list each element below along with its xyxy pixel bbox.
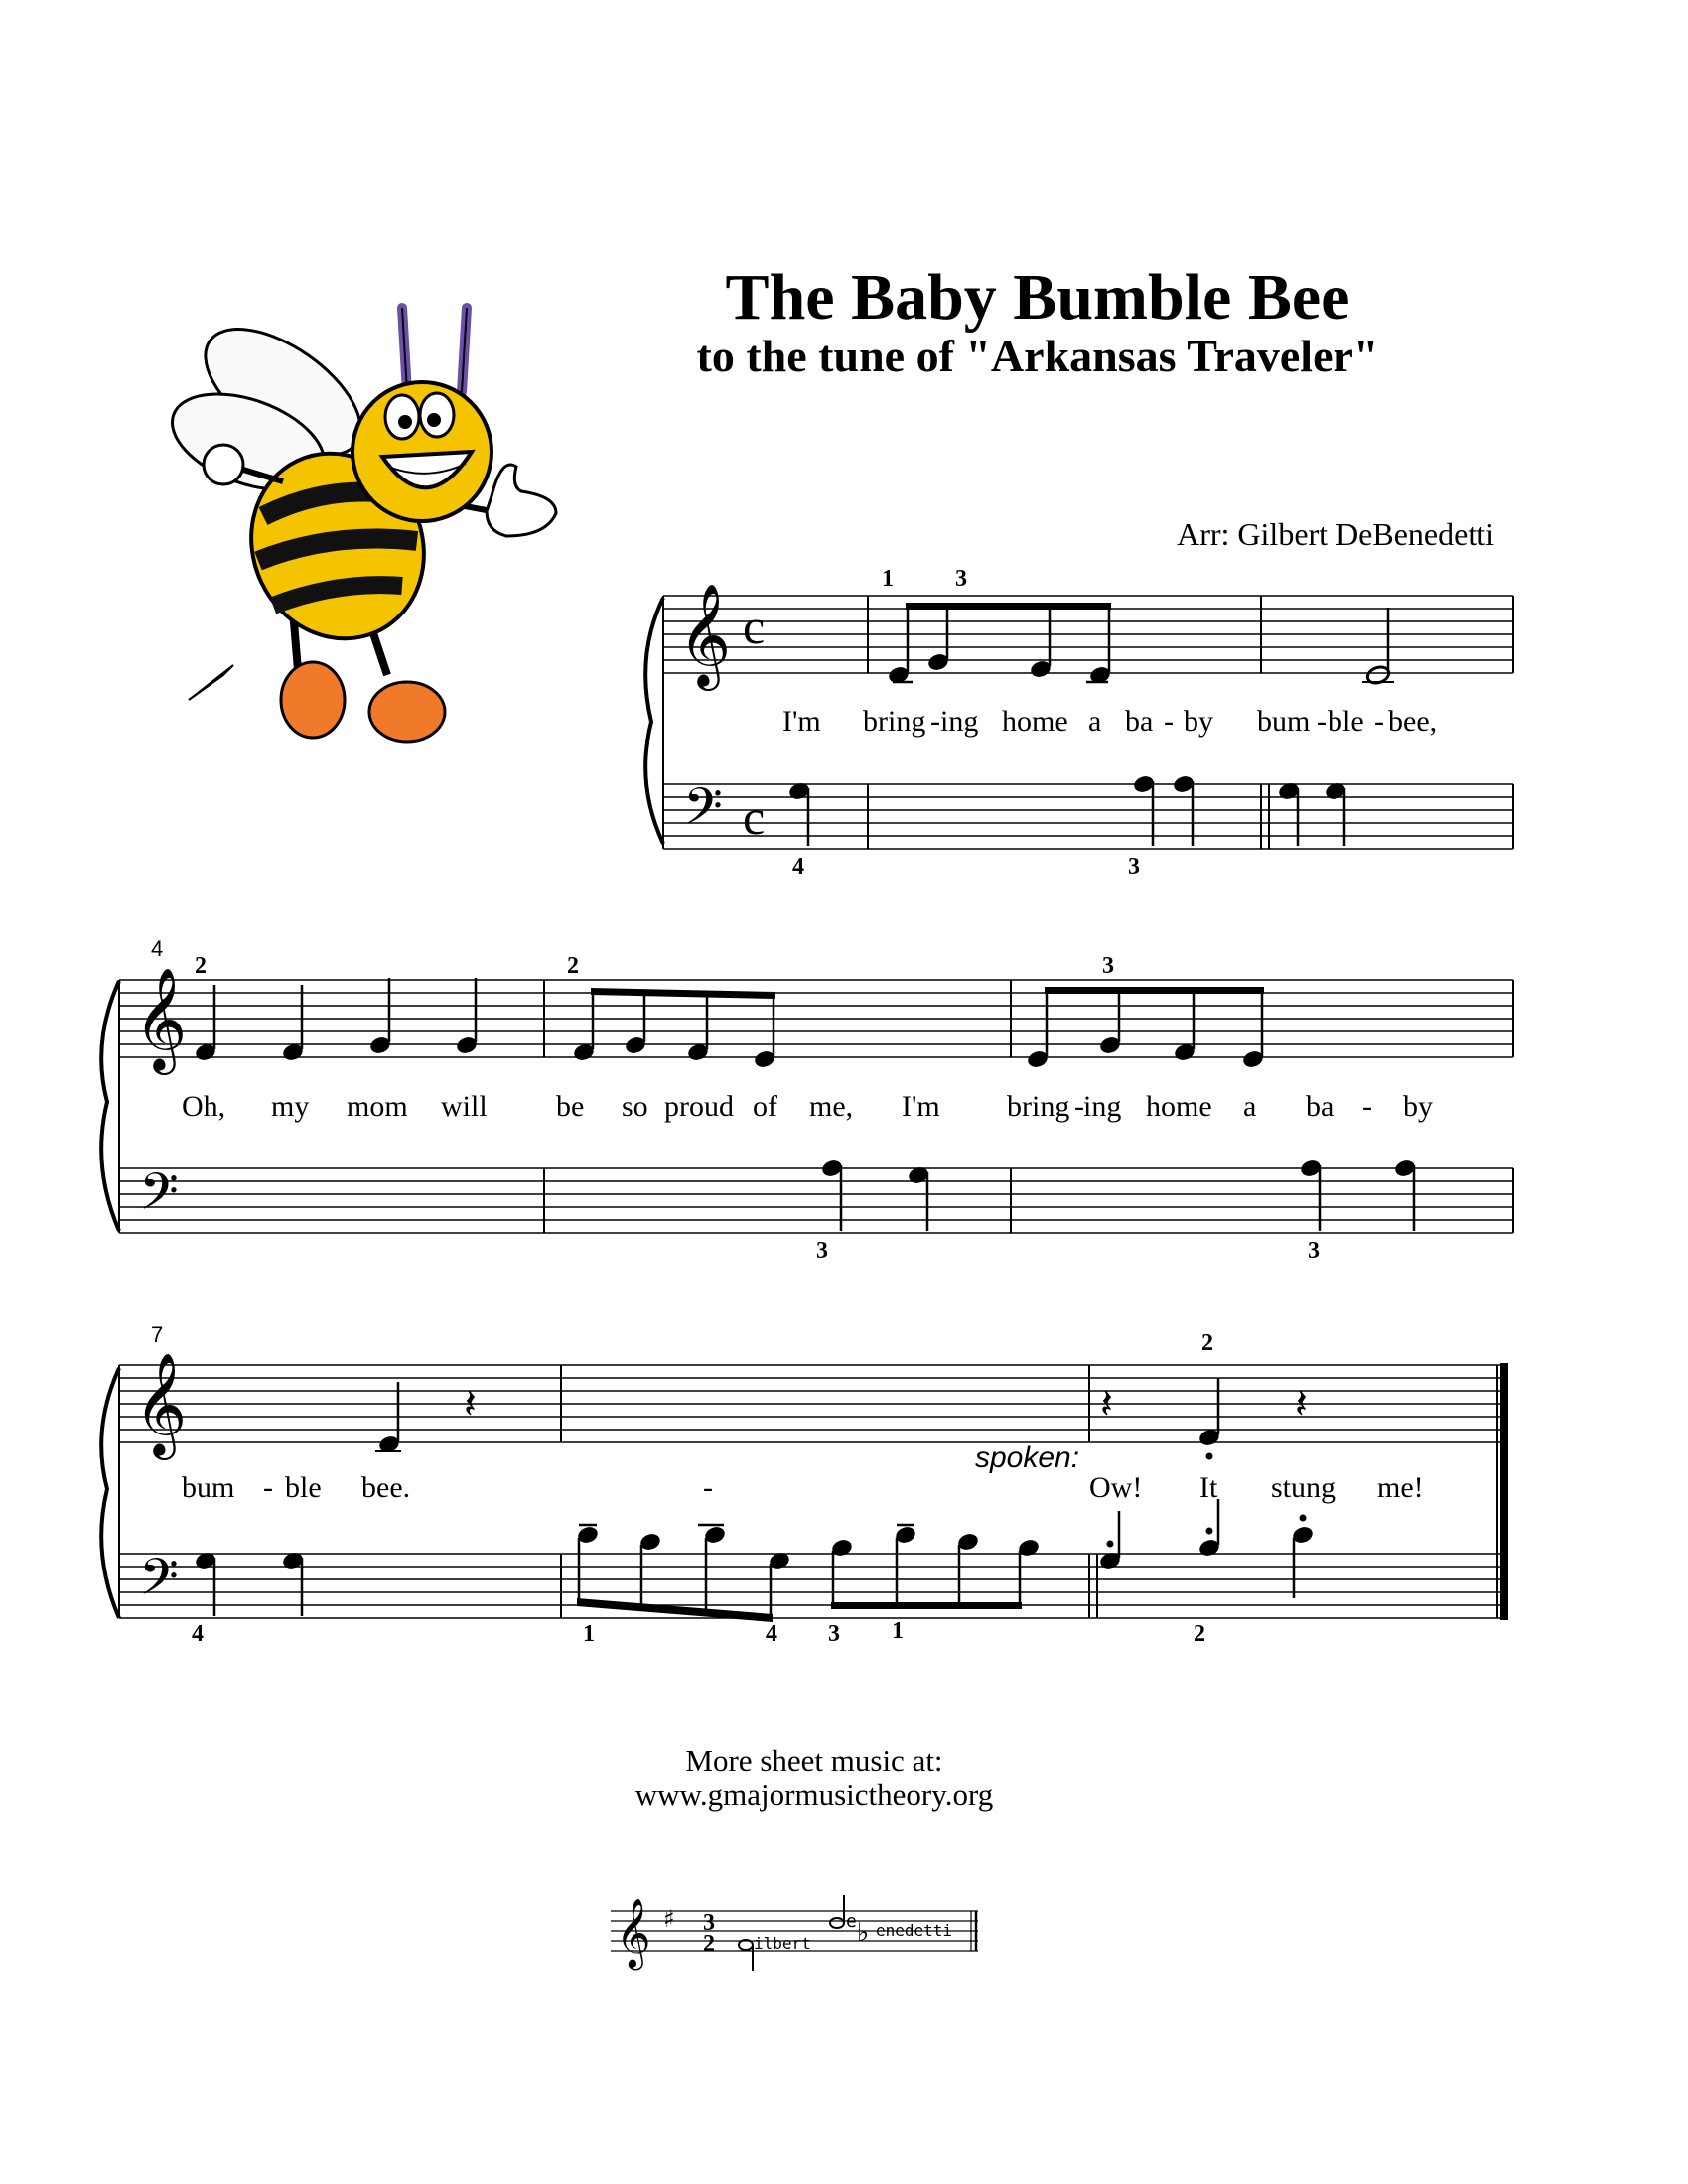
lyric-syllable: will [441, 1090, 488, 1123]
treble-clef-icon: 𝄞 [134, 967, 188, 1071]
footer-credit [0, 1744, 1628, 1812]
lyric-syllable: It [1199, 1471, 1218, 1504]
lyric-syllable: I'm [902, 1090, 940, 1123]
fingering: 1 [882, 566, 894, 592]
system-1 [645, 566, 1513, 880]
common-time-treble: c [743, 599, 766, 654]
grand-staff-brace [101, 1368, 119, 1618]
lyric-syllable: bum [1257, 705, 1311, 738]
common-time-bass: c [743, 789, 766, 845]
lyric-syllable: a [1088, 705, 1102, 738]
staccato-dot [1206, 1453, 1213, 1460]
lyric-hyphen: - [703, 1471, 713, 1504]
system-2 [101, 936, 1513, 1264]
lyric-syllable: ing [940, 705, 979, 738]
treble-clef-icon: 𝄞 [616, 1898, 651, 1968]
lyric-syllable: bee. [361, 1471, 411, 1504]
fingering: 3 [1102, 953, 1114, 979]
logo-text: enedetti [876, 1921, 953, 1940]
lyric-hyphen: - [1317, 705, 1327, 738]
lyric-syllable: proud [664, 1090, 734, 1123]
lyric-syllable: ba [1306, 1090, 1335, 1123]
lyric-syllable: me, [809, 1090, 854, 1123]
lyric-hyphen: - [1374, 705, 1384, 738]
sharp-icon: ♯ [663, 1905, 675, 1933]
final-barline [1500, 1363, 1508, 1620]
quarter-rest-icon: 𝄽 [1100, 1379, 1113, 1428]
fingering: 2 [567, 953, 579, 979]
lyric-syllable: ing [1083, 1090, 1122, 1123]
lyric-hyphen: - [1362, 1090, 1372, 1123]
lyric-syllable: home [1146, 1090, 1212, 1123]
staccato-dot [1107, 1541, 1114, 1548]
lyric-syllable: be [556, 1090, 585, 1123]
grand-staff-brace [101, 981, 119, 1231]
logo-text: e [846, 1911, 857, 1932]
fingering: 3 [1128, 854, 1140, 880]
fingering: 3 [816, 1238, 828, 1264]
fingering: 2 [195, 953, 207, 979]
fingering: 2 [1194, 1621, 1205, 1647]
logo-time-top: 3 [703, 1910, 715, 1936]
beam [1045, 987, 1264, 994]
treble-notes [194, 978, 1265, 1069]
lyric-syllable: bring [1007, 1090, 1070, 1123]
arranger-credit: Arr: Gilbert DeBenedetti [1177, 516, 1494, 552]
lyric-syllable: home [1002, 705, 1068, 738]
fingering: 1 [892, 1618, 904, 1644]
fingering: 1 [583, 1621, 595, 1647]
lyrics-line-2 [182, 1090, 1433, 1123]
fingering: 3 [1308, 1238, 1320, 1264]
fingering: 4 [192, 1621, 204, 1647]
lyric-syllable: Oh, [182, 1090, 226, 1123]
treble-clef-icon: 𝄞 [678, 583, 732, 687]
lyric-syllable: ble [285, 1471, 322, 1504]
bass-notes [194, 1499, 1315, 1622]
lyric-hyphen: - [930, 705, 940, 738]
bass-clef-icon: 𝄢 [139, 1161, 179, 1234]
bass-staff [119, 1168, 1513, 1233]
lyric-syllable: by [1403, 1090, 1433, 1123]
lyric-syllable: bum [182, 1471, 235, 1504]
quarter-rest-icon: 𝄽 [1295, 1379, 1308, 1428]
lyric-syllable: mom [347, 1090, 408, 1123]
footer-website-link[interactable]: www.gmajormusictheory.org [634, 1777, 994, 1812]
lyric-syllable: ble [1328, 705, 1364, 738]
flat-icon: ♭ [857, 1918, 870, 1948]
treble-clef-icon: 𝄞 [134, 1352, 188, 1456]
lyric-syllable: of [753, 1090, 777, 1123]
fingering: 3 [828, 1621, 840, 1647]
bass-staff [119, 1554, 1505, 1618]
spoken-label: spoken: [975, 1441, 1080, 1474]
lyric-syllable: my [271, 1090, 310, 1123]
lyric-syllable: bee, [1388, 705, 1438, 738]
bass-clef-icon: 𝄢 [139, 1547, 179, 1619]
lyric-syllable: Ow! [1089, 1471, 1143, 1504]
staccato-dot [1300, 1515, 1307, 1522]
lyrics-line-3 [182, 1471, 1424, 1504]
system-3 [101, 1322, 1508, 1647]
lyrics-line-1 [782, 705, 1437, 738]
lyric-syllable: by [1184, 705, 1213, 738]
fingering: 2 [1201, 1330, 1213, 1356]
lyric-syllable: a [1243, 1090, 1257, 1123]
treble-staff [119, 980, 1513, 1057]
measure-number: 4 [151, 936, 164, 961]
fingering: 3 [955, 566, 967, 592]
fingering: 4 [792, 854, 804, 880]
logo-time-bottom: 2 [703, 1931, 715, 1957]
lyric-syllable: I'm [782, 705, 821, 738]
lyric-syllable: ba [1125, 705, 1154, 738]
beam [906, 603, 1111, 610]
lyric-hyphen: - [1164, 705, 1174, 738]
staccato-dot [1206, 1528, 1213, 1535]
logo-text: ilbert [754, 1934, 811, 1953]
lyric-hyphen: - [263, 1471, 273, 1504]
fingering: 4 [766, 1621, 777, 1647]
footer-line-1: More sheet music at: [685, 1743, 943, 1778]
grand-staff-brace [645, 598, 663, 844]
beam [831, 1602, 1022, 1609]
beam [591, 988, 775, 999]
lyric-syllable: so [622, 1090, 648, 1123]
page-title: The Baby Bumble Bee [725, 261, 1350, 334]
quarter-rest-icon: 𝄽 [464, 1379, 477, 1428]
measure-number: 7 [151, 1322, 164, 1347]
lyric-syllable: me! [1377, 1471, 1424, 1504]
lyric-syllable: stung [1271, 1471, 1336, 1504]
bass-clef-icon: 𝄢 [683, 776, 723, 849]
lyric-syllable: bring [863, 705, 926, 738]
lyric-hyphen: - [1074, 1090, 1084, 1123]
page-subtitle: to the tune of "Arkansas Traveler" [696, 331, 1379, 381]
composer-signature-logo [606, 1871, 993, 1980]
